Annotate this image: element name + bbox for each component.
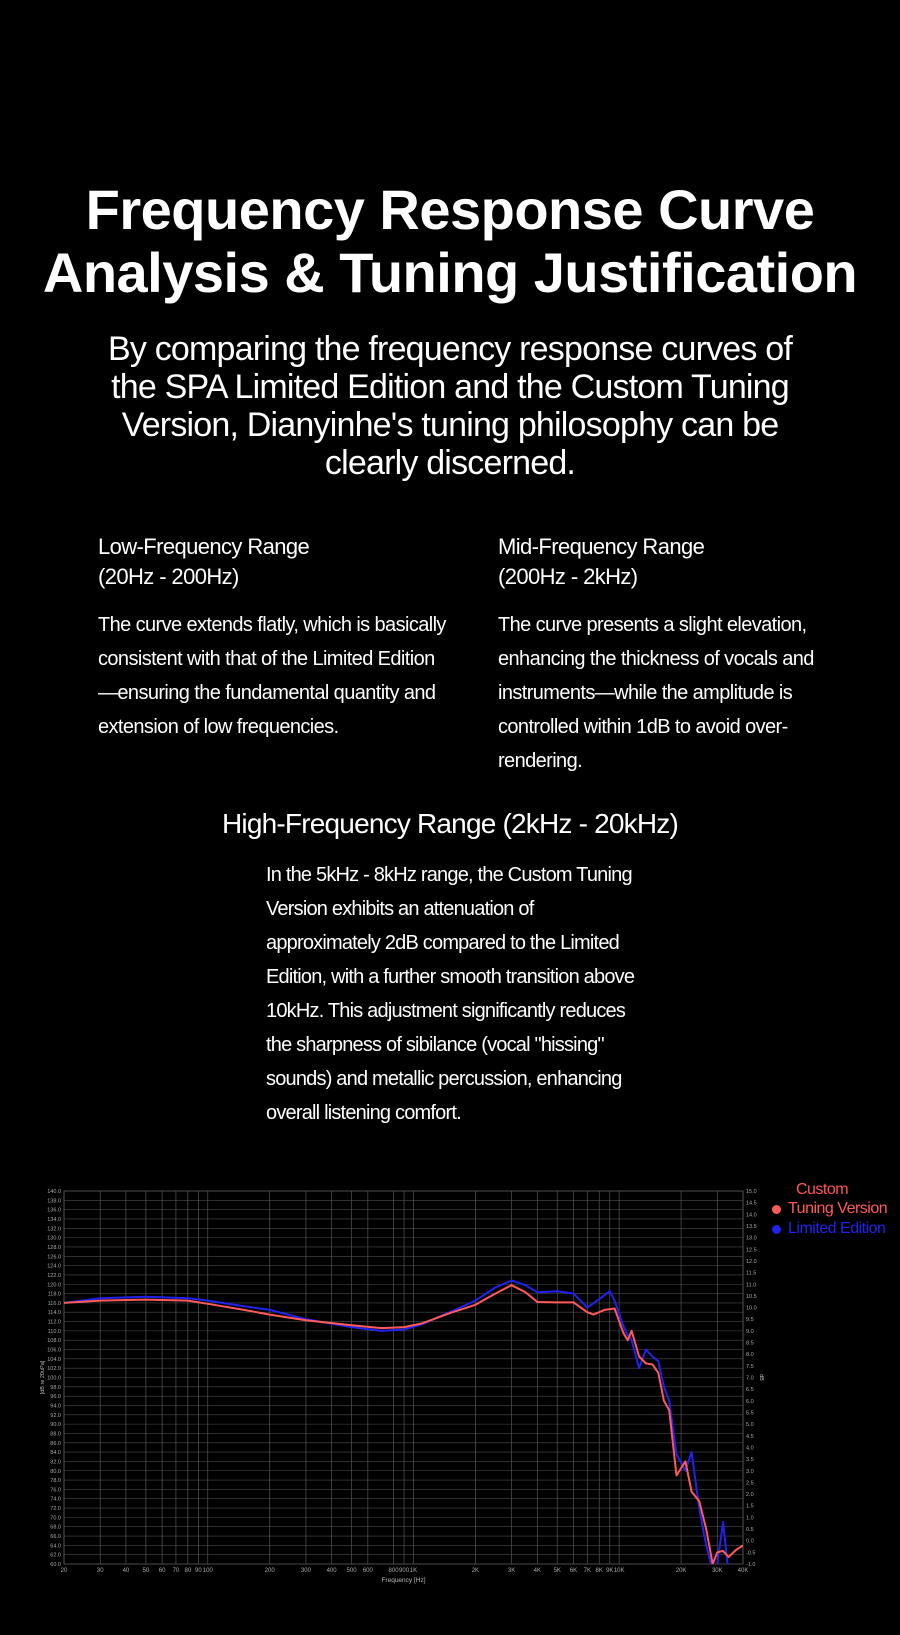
y2-tick-label: 6.0 xyxy=(746,1398,754,1405)
x-tick-label: 90 xyxy=(195,1568,202,1574)
x-tick-label: 2K xyxy=(471,1568,480,1574)
y2-tick-label: 5.5 xyxy=(746,1410,754,1417)
y2-tick-label: 5.0 xyxy=(746,1422,754,1429)
legend-item-limited-edition xyxy=(772,1219,900,1239)
y2-tick-label: -1.0 xyxy=(746,1562,756,1568)
y-tick-label: 78.0 xyxy=(50,1478,61,1485)
y2-tick-label: 7.0 xyxy=(746,1375,754,1382)
y2-tick-label: 14.0 xyxy=(746,1212,757,1219)
x-tick-label: 10K xyxy=(613,1568,625,1574)
y2-tick-label: 4.0 xyxy=(746,1445,754,1452)
y2-tick-label: 9.5 xyxy=(746,1317,754,1324)
y-tick-label: 112.0 xyxy=(47,1319,61,1326)
y-tick-label: 122.0 xyxy=(47,1272,61,1279)
y2-tick-label: 15.0 xyxy=(746,1189,757,1195)
y-tick-label: 68.0 xyxy=(50,1524,61,1531)
legend-dot-icon xyxy=(772,1225,781,1234)
y2-tick-label: 1.5 xyxy=(746,1503,754,1510)
y2-tick-label: 8.5 xyxy=(746,1340,754,1347)
x-tick-label: 4K xyxy=(533,1568,541,1574)
x-tick-label: 1K xyxy=(409,1568,418,1574)
y2-tick-label: 2.0 xyxy=(746,1492,754,1499)
legend-label: Limited Edition xyxy=(788,1220,886,1237)
legend-heading: Custom xyxy=(795,1181,849,1198)
y-tick-label: 86.0 xyxy=(50,1440,61,1447)
x-tick-label: 40K xyxy=(737,1568,749,1574)
high-frequency-heading: High-Frequency Range (2kHz - 20kHz) xyxy=(222,808,678,839)
low-frequency-text: The curve extends flatly, which is basically consistent with that of the Limited Edition—ensuring the fundamental quantity and extension of low frequencies. xyxy=(98,614,446,738)
y-tick-label: 92.0 xyxy=(50,1412,61,1419)
y2-tick-label: 11.5 xyxy=(746,1270,757,1277)
y-tick-label: 134.0 xyxy=(47,1216,61,1223)
y2-tick-label: 13.5 xyxy=(746,1223,757,1230)
y-tick-label: 108.0 xyxy=(47,1338,61,1345)
x-tick-label: 20K xyxy=(675,1568,687,1574)
low-frequency-heading: Low-Frequency Range (20Hz - 200Hz) xyxy=(98,534,310,589)
x-tick-label: 3K xyxy=(507,1568,516,1574)
y-tick-label: 74.0 xyxy=(50,1496,61,1503)
y-tick-label: 132.0 xyxy=(47,1226,61,1233)
y-tick-label: 106.0 xyxy=(47,1347,61,1354)
low-frequency-section xyxy=(98,532,448,744)
x-tick-label: 30K xyxy=(711,1568,723,1574)
y-tick-label: 124.0 xyxy=(47,1263,61,1270)
y-tick-label: 114.0 xyxy=(47,1310,61,1317)
x-tick-label: 200 xyxy=(264,1568,275,1574)
y-tick-label: 84.0 xyxy=(50,1450,61,1457)
x-tick-label: 30 xyxy=(96,1568,104,1574)
y-tick-label: 64.0 xyxy=(50,1543,61,1550)
y-tick-label: 88.0 xyxy=(50,1431,61,1438)
y-tick-label: 72.0 xyxy=(50,1506,61,1513)
y-tick-label: 140.0 xyxy=(47,1189,61,1195)
y-tick-label: 82.0 xyxy=(50,1459,61,1466)
x-tick-label: 80 xyxy=(184,1568,192,1574)
x-tick-label: 7K xyxy=(583,1568,591,1574)
x-tick-label: 60 xyxy=(158,1568,166,1574)
y-tick-label: 94.0 xyxy=(50,1403,61,1410)
title-line-1: Frequency Response Curve xyxy=(85,178,815,241)
y-tick-label: 118.0 xyxy=(47,1291,61,1298)
y-tick-label: 60.0 xyxy=(50,1562,61,1568)
y2-tick-label: 6.5 xyxy=(746,1387,754,1394)
legend-item-tuning-version xyxy=(772,1199,900,1219)
y-axis-title: [dB re 20uPa] xyxy=(40,1360,46,1395)
x-tick-label: 40 xyxy=(122,1568,130,1574)
mid-frequency-text: The curve presents a slight elevation, enhancing the thickness of vocals and instruments—while the amplitude is controlled within 1dB to avoid over-rendering. xyxy=(498,614,814,772)
y2-tick-label: 7.5 xyxy=(746,1363,754,1370)
mid-frequency-heading: Mid-Frequency Range (200Hz - 2kHz) xyxy=(498,534,705,589)
high-frequency-text: In the 5kHz - 8kHz range, the Custom Tuning Version exhibits an attenuation of approximately 2dB compared to the Limited Edition, with a further smooth transition above 10kHz. This adjustment significantly reduces the sharpness of sibilance (vocal "hissing" sounds) and metallic percussion, enhancing overall listening comfort. xyxy=(266,864,635,1124)
y2-axis-title: dB xyxy=(758,1374,764,1381)
y-tick-label: 62.0 xyxy=(50,1552,61,1559)
y2-tick-label: 13.0 xyxy=(746,1235,757,1242)
legend-dot-icon xyxy=(772,1205,781,1214)
x-tick-label: 50 xyxy=(142,1568,150,1574)
y2-tick-label: 11.0 xyxy=(746,1282,757,1289)
y-tick-label: 96.0 xyxy=(50,1394,61,1401)
y2-tick-label: 3.0 xyxy=(746,1468,754,1475)
y-tick-label: 80.0 xyxy=(50,1468,61,1475)
x-tick-label: 600 xyxy=(362,1568,373,1574)
title-line-2: Analysis & Tuning Justification xyxy=(42,241,858,304)
x-tick-label: 800 xyxy=(388,1568,399,1574)
y2-tick-label: 1.0 xyxy=(746,1515,754,1522)
x-tick-label: 6K xyxy=(569,1568,578,1574)
intro-paragraph: By comparing the frequency response curves of the SPA Limited Edition and the Custom Tuning Version, Dianyinhe's tuning philosophy can be clearly discerned. xyxy=(107,330,793,482)
y2-tick-label: 10.0 xyxy=(746,1305,757,1312)
mid-frequency-section xyxy=(498,532,838,778)
x-tick-label: 100 xyxy=(202,1568,213,1574)
page-title xyxy=(0,178,900,304)
y-tick-label: 120.0 xyxy=(47,1282,61,1289)
y2-tick-label: 0.5 xyxy=(746,1527,754,1534)
y2-tick-label: 12.5 xyxy=(746,1247,757,1254)
y-tick-label: 98.0 xyxy=(50,1384,61,1391)
y2-tick-label: 14.5 xyxy=(746,1200,757,1207)
x-tick-label: 400 xyxy=(326,1568,337,1574)
x-tick-label: 8K xyxy=(595,1568,603,1574)
y2-tick-label: -0.5 xyxy=(746,1550,756,1557)
y-tick-label: 90.0 xyxy=(50,1422,61,1429)
y-tick-label: 104.0 xyxy=(47,1356,61,1363)
x-tick-label: 900 xyxy=(399,1568,410,1574)
y-tick-label: 136.0 xyxy=(47,1207,61,1214)
x-tick-label: 20 xyxy=(60,1568,68,1574)
y-tick-label: 130.0 xyxy=(47,1235,61,1242)
y-tick-label: 76.0 xyxy=(50,1487,61,1494)
y2-tick-label: 12.0 xyxy=(746,1258,757,1265)
y2-tick-label: 9.0 xyxy=(746,1328,754,1335)
y-tick-label: 70.0 xyxy=(50,1515,61,1522)
y2-tick-label: 2.5 xyxy=(746,1480,754,1487)
y2-tick-label: 10.5 xyxy=(746,1293,757,1300)
y-tick-label: 116.0 xyxy=(47,1300,61,1307)
legend-label: Tuning Version xyxy=(788,1200,888,1217)
x-tick-label: 300 xyxy=(300,1568,311,1574)
x-tick-label: 500 xyxy=(346,1568,357,1574)
y-tick-label: 110.0 xyxy=(47,1328,61,1335)
y2-tick-label: 3.5 xyxy=(746,1457,754,1464)
y-tick-label: 100.0 xyxy=(47,1375,61,1382)
chart-legend xyxy=(772,1181,900,1239)
y-tick-label: 102.0 xyxy=(47,1366,61,1373)
x-tick-label: 70 xyxy=(172,1568,180,1574)
y-tick-label: 138.0 xyxy=(47,1198,61,1205)
y2-tick-label: 4.5 xyxy=(746,1433,754,1440)
x-axis-title: Frequency [Hz] xyxy=(381,1577,426,1584)
y2-tick-label: 0.0 xyxy=(746,1538,754,1545)
y-tick-label: 128.0 xyxy=(47,1244,61,1251)
x-tick-label: 9K xyxy=(606,1568,614,1574)
x-tick-label: 5K xyxy=(553,1568,561,1574)
y-tick-label: 66.0 xyxy=(50,1534,61,1541)
frequency-response-chart xyxy=(0,1180,900,1590)
y2-tick-label: 8.0 xyxy=(746,1352,754,1359)
y-tick-label: 126.0 xyxy=(47,1254,61,1261)
